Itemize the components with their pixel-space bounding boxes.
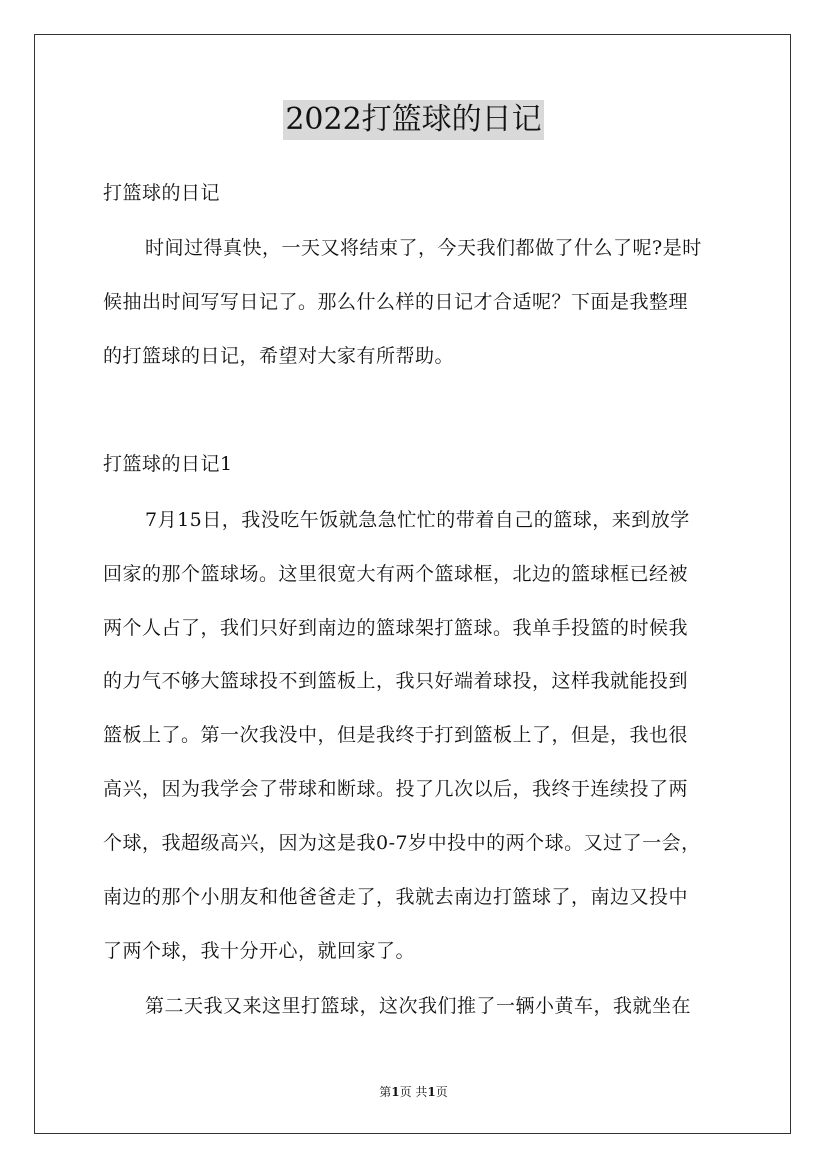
body-line: 7月15日，我没吃午饭就急急忙忙的带着自己的篮球，来到放学	[145, 509, 690, 531]
section-heading: 打篮球的日记1	[103, 453, 233, 475]
body-line: 回家的那个篮球场。这里很宽大有两个篮球框，北边的篮球框已经被	[103, 563, 689, 585]
page-prefix: 第	[379, 1085, 392, 1099]
body-line: 的力气不够大篮球投不到篮板上，我只好端着球投，这样我就能投到	[103, 670, 689, 692]
document-heading: 打篮球的日记	[103, 182, 221, 204]
intro-line: 候抽出时间写写日记了。那么什么样的日记才合适呢？下面是我整理	[103, 291, 689, 313]
page-suffix: 页	[435, 1085, 448, 1099]
title-container	[0, 100, 827, 140]
body-line: 两个人占了，我们只好到南边的篮球架打篮球。我单手投篮的时候我	[103, 617, 689, 639]
page-mid: 页 共	[399, 1085, 428, 1099]
intro-line: 时间过得真快，一天又将结束了，今天我们都做了什么了呢?是时	[145, 237, 702, 259]
body-line: 个球，我超级高兴，因为这是我0-7岁中投中的两个球。又过了一会，	[103, 832, 701, 854]
total-pages: 1	[427, 1085, 436, 1099]
page-footer	[0, 1083, 827, 1101]
body-line: 南边的那个小朋友和他爸爸走了，我就去南边打篮球了，南边又投中	[103, 886, 689, 908]
page-number: 1	[391, 1085, 400, 1099]
body-line: 篮板上了。第一次我没中，但是我终于打到篮板上了，但是，我也很	[103, 724, 689, 746]
body-line: 高兴，因为我学会了带球和断球。投了几次以后，我终于连续投了两	[103, 778, 689, 800]
document-title: 2022打篮球的日记	[283, 100, 543, 140]
intro-line: 的打篮球的日记，希望对大家有所帮助。	[103, 345, 455, 367]
body-line: 第二天我又来这里打篮球，这次我们推了一辆小黄车，我就坐在	[145, 995, 692, 1017]
body-line: 了两个球，我十分开心，就回家了。	[103, 940, 416, 962]
